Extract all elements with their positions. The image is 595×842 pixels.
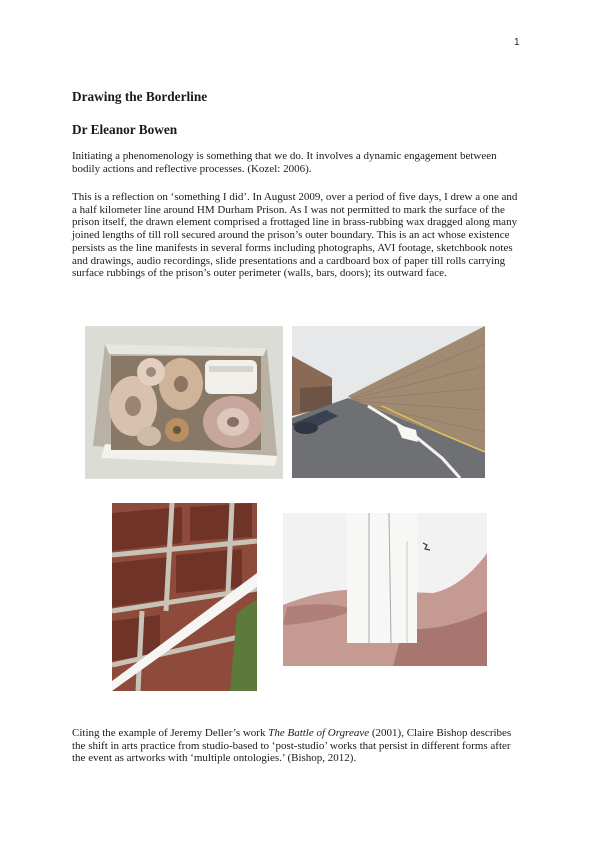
page-number: 1: [514, 37, 520, 48]
p3-text-after: (2001), Claire Bishop describes the shift in arts practice from studio-based to ‘post-studio’ works that persist in different forms after the event as artworks with ‘multiple ontologies.’ (Bishop, 2012).: [72, 727, 512, 765]
paragraph-intro: Initiating a phenomenology is something that we do. It involves a dynamic engagement between bodily actions and reflective processes. (Kozel: 2006).: [72, 150, 497, 175]
p3-text-before: Citing the example of Jeremy Deller’s work: [72, 727, 269, 739]
photo-brick-wall-line: [112, 503, 257, 691]
photo-box-of-till-rolls: [85, 326, 283, 479]
photo-hand-with-paper-strip: [283, 513, 487, 666]
photo-prison-wall-road: [292, 326, 485, 478]
paragraph-deller: [72, 727, 524, 765]
work-title: The Battle of Orgreave: [268, 727, 370, 739]
author-name: Dr Eleanor Bowen: [72, 122, 178, 137]
article-title: Drawing the Borderline: [72, 89, 208, 104]
paragraph-reflection: This is a reflection on ‘something I did’. In August 2009, over a period of five days, I drew a one and a half kilometer line around HM Durham Prison. As I was not permitted to mark the surface of the prison itself, the drawn element comprised a frottaged line in brass-rubbing wax dragged along many joined lengths of till roll secured around the prison’s outer boundary. This is an act whose existence persists as the line manifests in several forms including photographs, AVI footage, sketchbook notes and drawings, audio recordings, slide presentations and a cardboard box of paper till rolls carrying surface rubbings of the prison’s outer perimeter (walls, bars, doors); its outward face.: [72, 191, 518, 280]
